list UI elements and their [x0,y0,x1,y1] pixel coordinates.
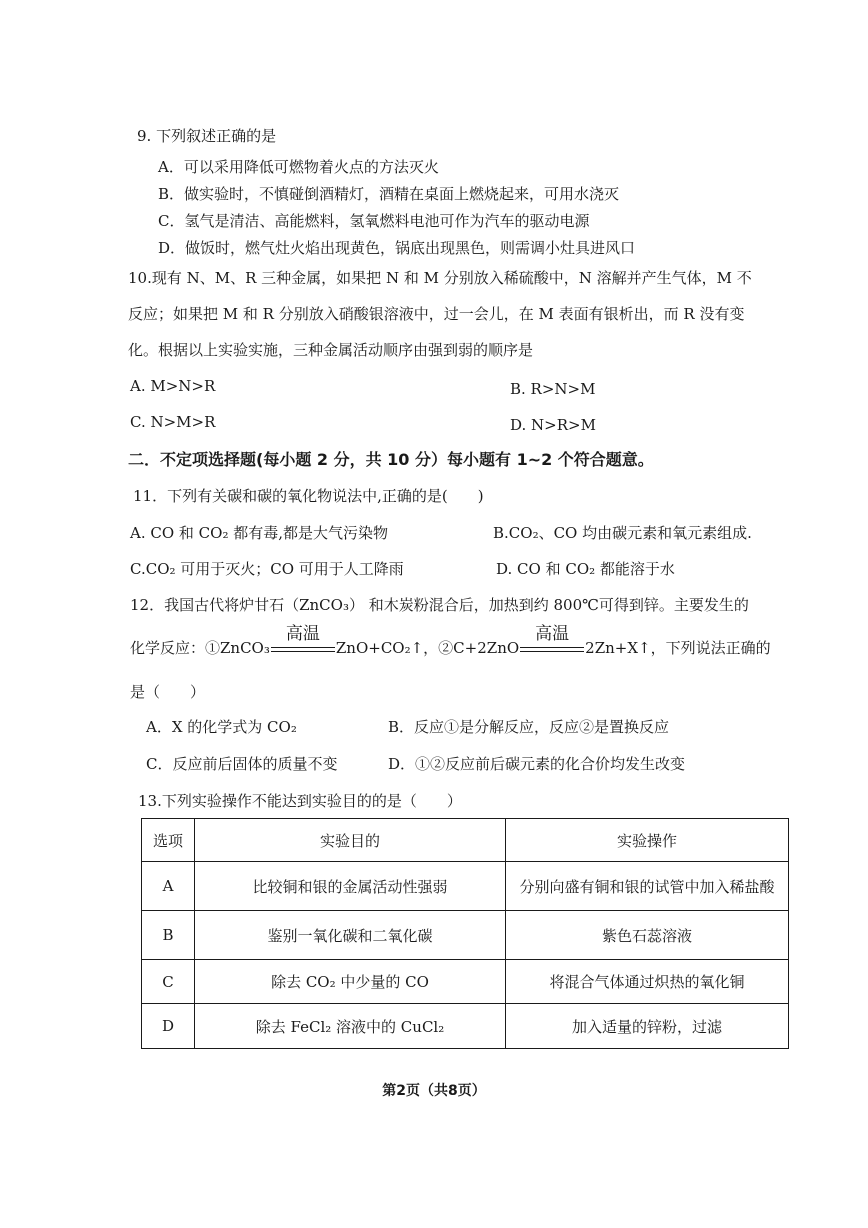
q10-option-b: B. R>N>M [510,380,596,398]
q9-option-b: B．做实验时，不慎碰倒酒精灯，酒精在桌面上燃烧起来，可用水浇灭 [158,185,620,203]
table-cell: 比较铜和银的金属活动性强弱 [195,862,506,911]
reaction-arrow-2 [520,624,584,658]
q10-line2: 反应；如果把 M 和 R 分别放入硝酸银溶液中，过一会儿，在 M 表面有银析出，而 R 没有变 [128,305,745,323]
table-cell: 加入适量的锌粉，过滤 [506,1004,789,1049]
q11-option-c: C.CO₂ 可用于灭火；CO 可用于人工降雨 [130,560,404,578]
q11-option-a: A. CO 和 CO₂ 都有毒,都是大气污染物 [130,524,389,542]
q11-stem: 11．下列有关碳和碳的氧化物说法中,正确的是( ) [133,487,484,505]
q11-option-d: D. CO 和 CO₂ 都能溶于水 [496,560,675,578]
table-cell: A [142,862,195,911]
q12-line1: 12．我国古代将炉甘石（ZnCO₃） 和木炭粉混合后，加热到约 800℃可得到锌。主要发生的 [130,596,749,614]
q9-stem: 9. 下列叙述正确的是 [137,127,277,145]
table-row [142,960,789,1004]
q9-option-a: A．可以采用降低可燃物着火点的方法灭火 [158,158,439,176]
section-heading: 二．不定项选择题(每小题 2 分，共 10 分）每小题有 1~2 个符合题意。 [128,450,654,469]
table-cell: 将混合气体通过炽热的氧化铜 [506,960,789,1004]
table-header-cell: 实验操作 [506,819,789,862]
q12-option-b: B．反应①是分解反应，反应②是置换反应 [388,718,670,736]
reaction-condition-2: 高温 [535,624,570,644]
q12-line2-pre: 化学反应：①ZnCO₃ [130,639,270,657]
table-cell: C [142,960,195,1004]
experiment-table [141,818,789,1049]
q12-line2-post: 2Zn+X↑，下列说法正确的 [585,639,771,657]
table-header-cell: 选项 [142,819,195,862]
q12-line3: 是（ ） [130,683,206,701]
q10-line1: 10.现有 N、M、R 三种金属，如果把 N 和 M 分别放入稀硫酸中，N 溶解并产生气体，M 不 [128,269,752,287]
q13-stem: 13.下列实验操作不能达到实验目的的是（ ） [138,792,462,810]
table-cell: 除去 CO₂ 中少量的 CO [195,960,506,1004]
table-cell: 紫色石蕊溶液 [506,911,789,960]
q12-line2-mid: ZnO+CO₂↑，②C+2ZnO [335,639,520,657]
q12-option-c: C．反应前后固体的质量不变 [146,755,338,773]
q10-option-c: C. N>M>R [130,413,216,431]
table-row [142,1004,789,1049]
table-cell: D [142,1004,195,1049]
q12-line2 [130,624,771,658]
q9-option-d: D．做饭时，燃气灶火焰出现黄色，锅底出现黑色，则需调小灶具进风口 [158,239,636,257]
table-cell: 分别向盛有铜和银的试管中加入稀盐酸 [506,862,789,911]
reaction-arrow-1 [271,624,335,658]
q10-option-a: A. M>N>R [130,377,216,395]
q12-option-a: A．X 的化学式为 CO₂ [146,718,297,736]
q10-line3: 化。根据以上实验实施，三种金属活动顺序由强到弱的顺序是 [128,341,534,359]
table-row [142,862,789,911]
q12-option-d: D．①②反应前后碳元素的化合价均发生改变 [388,755,686,773]
q10-option-d: D. N>R>M [510,416,596,434]
page-footer: 第2页（共8页） [382,1083,486,1099]
reaction-condition-1: 高温 [285,624,320,644]
table-row [142,911,789,960]
q11-option-b: B.CO₂、CO 均由碳元素和氧元素组成. [493,524,752,542]
table-header-row [142,819,789,862]
table-cell: 除去 FeCl₂ 溶液中的 CuCl₂ [195,1004,506,1049]
table-cell: B [142,911,195,960]
table-cell: 鉴别一氧化碳和二氧化碳 [195,911,506,960]
q9-option-c: C．氢气是清洁、高能燃料，氢氧燃料电池可作为汽车的驱动电源 [158,212,590,230]
table-header-cell: 实验目的 [195,819,506,862]
